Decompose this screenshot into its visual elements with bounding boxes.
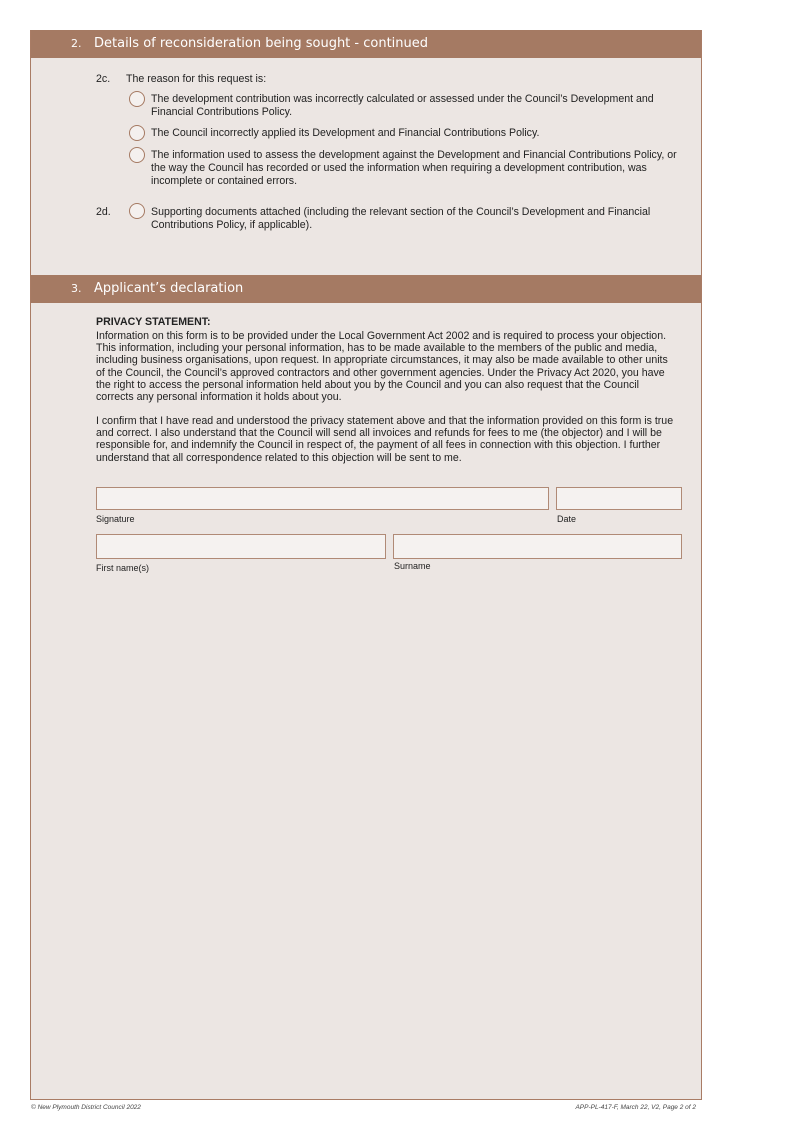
section-number: 2.: [71, 37, 82, 50]
reason-option-2-label: The Council incorrectly applied its Development and Financial Contributions Policy.: [151, 127, 540, 139]
reason-option-1-radio[interactable]: [129, 91, 145, 107]
question-2d-label: 2d.: [96, 206, 111, 218]
footer-copyright: © New Plymouth District Council 2022: [31, 1104, 141, 1111]
section-number: 3.: [71, 282, 82, 295]
section-2-header: [31, 30, 701, 58]
surname-field[interactable]: [393, 534, 682, 559]
reason-option-3-label: The information used to assess the development against the Development and Financial Contributions Policy, or the way the Council has recorded or used the information when requiring a development contribution, was incomplete or contained errors.: [151, 149, 677, 187]
section-title: Details of reconsideration being sought - continued: [94, 36, 429, 51]
privacy-text: Information on this form is to be provided under the Local Government Act 2002 and is required to process your objection. This information, including your personal information, has to be made available to the members of the public and media, including business organisations, upon request. In appropriate circumstances, it may also be made available to other units of the Council, the Council’s approved contractors and other government agencies. Under the Privacy Act 2020, you have the right to access the personal information held about you by the Council and you can also request that the Council corrects any personal information it holds about you.: [96, 330, 668, 404]
date-field[interactable]: [556, 487, 682, 510]
supporting-documents-label: Supporting documents attached (including the relevant section of the Council’s Development and Financial Contributions Policy, if applicable).: [151, 206, 651, 231]
supporting-documents-radio[interactable]: [129, 203, 145, 219]
surname-label: Surname: [394, 561, 431, 571]
footer-document-reference: APP-PL-417-F, March 22, V2, Page 2 of 2: [575, 1104, 696, 1111]
signature-field[interactable]: [96, 487, 549, 510]
reason-option-3-radio[interactable]: [129, 147, 145, 163]
section-title: Applicant’s declaration: [94, 281, 244, 296]
first-name-label: First name(s): [96, 563, 150, 573]
question-2c-text: The reason for this request is:: [126, 73, 267, 85]
signature-label: Signature: [96, 514, 135, 524]
confirmation-text: I confirm that I have read and understood the privacy statement above and that the information provided on this form is true and correct. I also understand that the Council will send all invoices and refunds for fees to me (the objector) and I will be responsible for, and indemnify the Council in respect of, the payment of all fees in connection with this objection. I further understand that all correspondence related to this objection will be sent to me.: [96, 415, 674, 464]
privacy-heading: PRIVACY STATEMENT:: [96, 316, 211, 328]
form-panel: [30, 30, 702, 1100]
question-2c-label: 2c.: [96, 73, 111, 85]
first-name-field[interactable]: [96, 534, 386, 559]
section-3-header: [31, 275, 701, 303]
reason-option-2-radio[interactable]: [129, 125, 145, 141]
date-label: Date: [557, 514, 577, 524]
reason-option-1-label: The development contribution was incorrectly calculated or assessed under the Council’s Development and Financial Contributions Policy.: [151, 93, 654, 118]
